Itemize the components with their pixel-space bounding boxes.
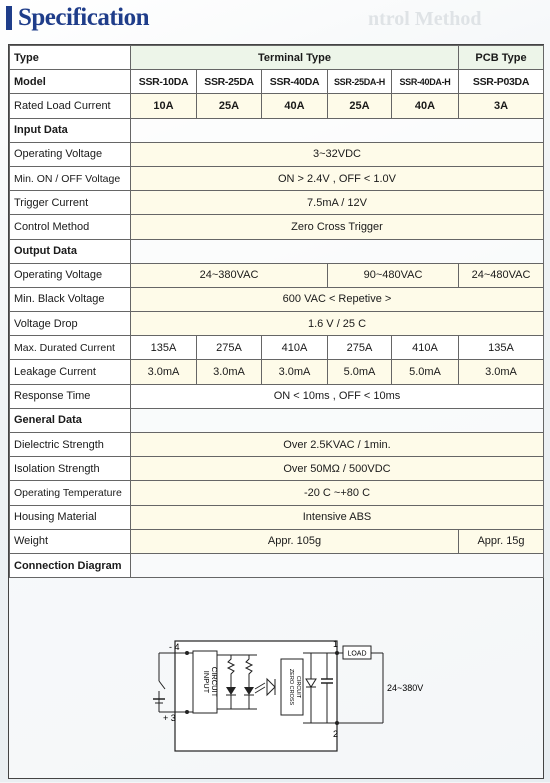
load-label: LOAD <box>347 650 367 658</box>
pcb-type-header: PCB Type <box>459 46 544 70</box>
model-cell: SSR-25DA <box>197 70 262 94</box>
connection-diagram <box>9 591 543 778</box>
output-section-title: Output Data <box>10 239 131 263</box>
row-label: Max. Durated Current <box>10 336 131 360</box>
general-row <box>10 457 544 481</box>
input-row <box>10 166 544 190</box>
input-row <box>10 215 544 239</box>
connection-diagram-svg <box>9 591 543 778</box>
type-label: Type <box>10 46 131 70</box>
input-row <box>10 142 544 166</box>
switch-symbol <box>159 681 165 689</box>
row-value: Appr. 105g <box>131 529 459 553</box>
row-value: 135A <box>459 336 544 360</box>
model-cell: SSR-40DA-H <box>392 70 459 94</box>
row-label: Min. Black Voltage <box>10 287 131 311</box>
model-cell: SSR-25DA-H <box>328 70 392 94</box>
input-section-title: Input Data <box>10 118 131 142</box>
row-value: 90~480VAC <box>328 263 459 287</box>
model-cell: SSR-10DA <box>131 70 197 94</box>
model-row <box>10 70 544 94</box>
row-value: 5.0mA <box>392 360 459 384</box>
page-header <box>6 4 546 36</box>
general-section-title: General Data <box>10 408 131 432</box>
rated-label: Rated Load Current <box>10 94 131 118</box>
zero-cross-label: CIRCUIT <box>295 675 301 699</box>
row-label: Dielectric Strength <box>10 433 131 457</box>
output-row <box>10 312 544 336</box>
input-circuit-label: CIRCUIT <box>210 666 219 698</box>
row-value: 410A <box>262 336 328 360</box>
output-row <box>10 287 544 311</box>
row-value: 3.0mA <box>262 360 328 384</box>
input-circuit-label: INPUT <box>202 670 211 694</box>
spec-table <box>9 45 544 578</box>
model-label: Model <box>10 70 131 94</box>
rated-cell: 25A <box>197 94 262 118</box>
row-value: 600 VAC < Repetive > <box>131 287 544 311</box>
output-row <box>10 384 544 408</box>
section-row <box>10 553 544 577</box>
row-value: 3~32VDC <box>131 142 544 166</box>
supply-voltage-label: 24~380V <box>387 683 424 693</box>
row-value: 275A <box>197 336 262 360</box>
zero-cross-label: ZERO CROSS <box>288 668 294 706</box>
pin-1-label: 1 <box>333 639 339 649</box>
row-value: Over 2.5KVAC / 1min. <box>131 433 544 457</box>
section-row <box>10 118 544 142</box>
rated-cell: 25A <box>328 94 392 118</box>
rated-cell: 3A <box>459 94 544 118</box>
row-label: Weight <box>10 529 131 553</box>
row-value: -20 C ~+80 C <box>131 481 544 505</box>
row-value: 275A <box>328 336 392 360</box>
row-label: Voltage Drop <box>10 312 131 336</box>
leakage-row <box>10 360 544 384</box>
row-value: ON < 10ms , OFF < 10ms <box>131 384 544 408</box>
section-row <box>10 408 544 432</box>
row-value: Intensive ABS <box>131 505 544 529</box>
row-label: Operating Voltage <box>10 142 131 166</box>
row-value: 1.6 V / 25 C <box>131 312 544 336</box>
row-value: Zero Cross Trigger <box>131 215 544 239</box>
row-value: 410A <box>392 336 459 360</box>
model-cell: SSR-P03DA <box>459 70 544 94</box>
row-value: 24~480VAC <box>459 263 544 287</box>
row-label: Operating Temperature <box>10 481 131 505</box>
pin-2-label: 2 <box>333 729 339 739</box>
rated-row <box>10 94 544 118</box>
row-label: Isolation Strength <box>10 457 131 481</box>
row-value: 24~380VAC <box>131 263 328 287</box>
row-label: Min. ON / OFF Voltage <box>10 166 131 190</box>
row-label: Leakage Current <box>10 360 131 384</box>
title-bar-accent <box>6 6 12 30</box>
page-title: Specification <box>18 4 149 31</box>
rated-cell: 40A <box>262 94 328 118</box>
pin-4-label: - 4 <box>169 642 180 652</box>
weight-row <box>10 529 544 553</box>
general-row <box>10 433 544 457</box>
row-label: Operating Voltage <box>10 263 131 287</box>
row-value: 5.0mA <box>328 360 392 384</box>
general-row <box>10 505 544 529</box>
rated-cell: 10A <box>131 94 197 118</box>
row-value: Appr. 15g <box>459 529 544 553</box>
row-value: 7.5mA / 12V <box>131 191 544 215</box>
row-value: 3.0mA <box>131 360 197 384</box>
ghost-heading: ntrol Method <box>368 8 482 30</box>
spec-table-frame <box>8 44 544 779</box>
row-value: 3.0mA <box>459 360 544 384</box>
row-value: 135A <box>131 336 197 360</box>
model-cell: SSR-40DA <box>262 70 328 94</box>
type-row <box>10 46 544 70</box>
connection-section-title: Connection Diagram <box>10 553 131 577</box>
row-value: 3.0mA <box>197 360 262 384</box>
row-label: Housing Material <box>10 505 131 529</box>
rated-cell: 40A <box>392 94 459 118</box>
row-label: Response Time <box>10 384 131 408</box>
row-label: Trigger Current <box>10 191 131 215</box>
row-label: Control Method <box>10 215 131 239</box>
row-value: Over 50MΩ / 500VDC <box>131 457 544 481</box>
terminal-type-header: Terminal Type <box>131 46 459 70</box>
general-row <box>10 481 544 505</box>
section-row <box>10 239 544 263</box>
row-value: ON > 2.4V , OFF < 1.0V <box>131 166 544 190</box>
max-current-row <box>10 336 544 360</box>
pin-3-label: + 3 <box>163 713 176 723</box>
input-row <box>10 191 544 215</box>
output-voltage-row <box>10 263 544 287</box>
